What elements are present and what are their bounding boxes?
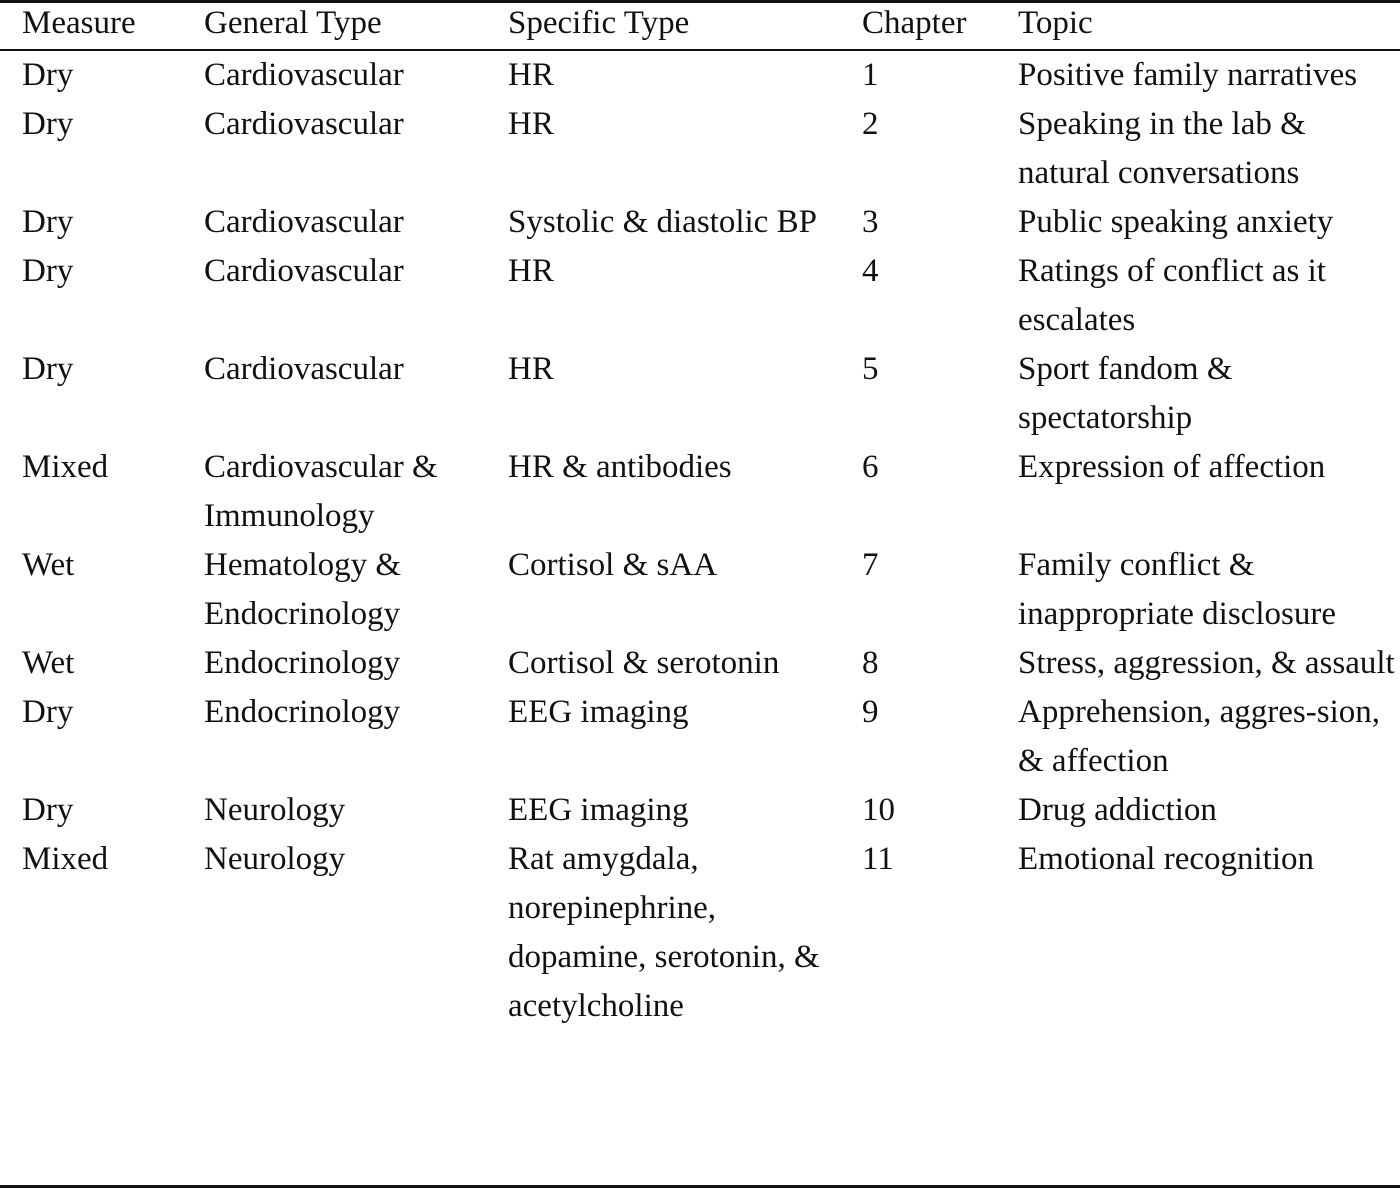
table-row xyxy=(0,345,1400,443)
cell-chapter: 1 xyxy=(862,57,879,93)
cell-general-type: Cardiovascular xyxy=(204,351,404,387)
table-row xyxy=(0,639,1400,688)
cell-topic: Drug addiction xyxy=(1018,792,1217,828)
cell-topic: Public speaking anxiety xyxy=(1018,204,1334,240)
table-row xyxy=(0,198,1400,247)
cell-general-type: Endocrinology xyxy=(204,694,401,730)
table-row xyxy=(0,247,1400,345)
header-row xyxy=(0,0,1400,49)
cell-topic: Positive family narratives xyxy=(1018,57,1358,93)
table-row xyxy=(0,49,1400,100)
cell-general-type: Cardiovascular xyxy=(204,57,404,93)
cell-measure: Dry xyxy=(22,694,74,730)
table-header xyxy=(0,0,1400,49)
cell-measure: Mixed xyxy=(22,449,109,485)
cell-general-type: Cardiovascular xyxy=(204,253,404,289)
cell-measure: Dry xyxy=(22,792,74,828)
header-general-type: General Type xyxy=(204,5,382,41)
cell-specific-type: Rat amygdala, norepinephrine, dopamine, serotonin, & acetylcholine xyxy=(508,841,820,1024)
cell-chapter: 5 xyxy=(862,351,879,387)
cell-topic: Sport fandom & spectatorship xyxy=(1018,351,1233,436)
table-row xyxy=(0,100,1400,198)
cell-specific-type: EEG imaging xyxy=(508,792,689,828)
header-chapter: Chapter xyxy=(862,5,967,41)
cell-measure: Wet xyxy=(22,547,75,583)
cell-chapter: 3 xyxy=(862,204,879,240)
cell-general-type: Neurology xyxy=(204,792,346,828)
header-measure: Measure xyxy=(22,5,136,41)
header-topic: Topic xyxy=(1018,5,1093,41)
cell-chapter: 11 xyxy=(862,841,894,877)
cell-specific-type: HR xyxy=(508,57,554,93)
cell-measure: Mixed xyxy=(22,841,109,877)
cell-chapter: 8 xyxy=(862,645,879,681)
cell-topic: Emotional recognition xyxy=(1018,841,1315,877)
cell-specific-type: HR & antibodies xyxy=(508,449,732,485)
cell-specific-type: Systolic & diastolic BP xyxy=(508,204,817,240)
table-row xyxy=(0,443,1400,541)
cell-general-type: Cardiovascular xyxy=(204,106,404,142)
cell-chapter: 6 xyxy=(862,449,879,485)
table-row xyxy=(0,541,1400,639)
cell-specific-type: HR xyxy=(508,351,554,387)
cell-general-type: Endocrinology xyxy=(204,645,401,681)
cell-topic: Expression of affection xyxy=(1018,449,1326,485)
cell-measure: Dry xyxy=(22,106,74,142)
cell-general-type: Neurology xyxy=(204,841,346,877)
cell-topic: Family conflict & inappropriate disclosure xyxy=(1018,547,1336,632)
cell-specific-type: Cortisol & sAA xyxy=(508,547,718,583)
cell-measure: Dry xyxy=(22,57,74,93)
cell-topic: Apprehension, aggres-sion, & affection xyxy=(1018,694,1381,779)
header-specific-type: Specific Type xyxy=(508,5,690,41)
cell-general-type: Cardiovascular xyxy=(204,204,404,240)
cell-specific-type: Cortisol & serotonin xyxy=(508,645,780,681)
cell-chapter: 2 xyxy=(862,106,879,142)
cell-chapter: 4 xyxy=(862,253,879,289)
cell-topic: Ratings of conflict as it escalates xyxy=(1018,253,1326,338)
cell-chapter: 9 xyxy=(862,694,879,730)
cell-specific-type: HR xyxy=(508,253,554,289)
cell-specific-type: HR xyxy=(508,106,554,142)
table-bottom-rule xyxy=(0,1185,1400,1188)
cell-chapter: 10 xyxy=(862,792,895,828)
table-row xyxy=(0,688,1400,786)
cell-topic: Stress, aggression, & assault xyxy=(1018,645,1395,681)
cell-measure: Dry xyxy=(22,253,74,289)
cell-general-type: Hematology & Endocrinology xyxy=(204,547,402,632)
table-row xyxy=(0,786,1400,835)
table-body xyxy=(0,49,1400,1031)
cell-specific-type: EEG imaging xyxy=(508,694,689,730)
cell-measure: Dry xyxy=(22,204,74,240)
cell-chapter: 7 xyxy=(862,547,879,583)
cell-topic: Speaking in the lab & natural conversations xyxy=(1018,106,1306,191)
cell-general-type: Cardiovascular & Immunology xyxy=(204,449,438,534)
table-row xyxy=(0,835,1400,1031)
cell-measure: Dry xyxy=(22,351,74,387)
cell-measure: Wet xyxy=(22,645,75,681)
